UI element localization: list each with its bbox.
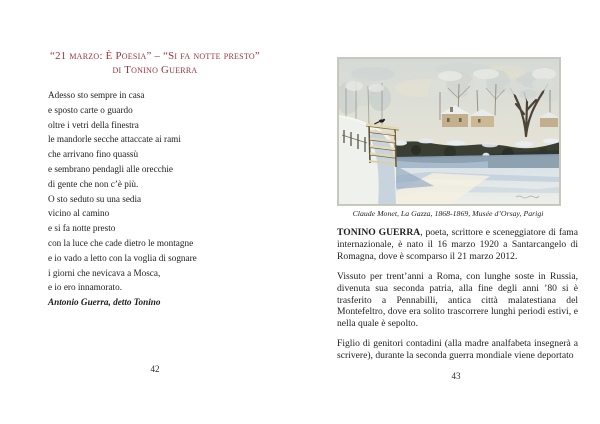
poem-text bbox=[48, 88, 278, 310]
page-number-42: 42 bbox=[150, 364, 160, 374]
poem-line: di gente che non c’è più. bbox=[48, 178, 139, 189]
poem-line: con la luce che cade dietro le montagne bbox=[48, 237, 194, 248]
poem-attribution: Antonio Guerra, detto Tonino bbox=[48, 297, 161, 308]
poem-line: O sto seduto su una sedia bbox=[48, 193, 142, 204]
poem-line: e sembrano pendagli alle orecchie bbox=[48, 163, 173, 174]
poem-line: e io ero innamorato. bbox=[48, 282, 122, 293]
magpie-painting-image bbox=[337, 57, 561, 206]
poem-line: e io vado a letto con la voglia di sognare bbox=[48, 252, 197, 263]
artwork-caption: Claude Monet, La Gazza, 1868-1869, Musée d’Orsay, Parigi bbox=[352, 209, 544, 218]
bio-paragraph-2: Vissuto per trent’anni a Roma, con lunghe soste in Russia, divenuta sua seconda patria, alla fine degli anni ’80 si è trasferito a Pennabilli, antica città malatestiana del Montefeltro, dove era solito trascorrere lunghi periodi estivi, e nella quale è sepolto. bbox=[337, 270, 578, 330]
poem-line: i giorni che nevicava a Mosca, bbox=[48, 267, 161, 278]
poem-line: Adesso sto sempre in casa bbox=[48, 90, 145, 100]
bio-name-bold: TONINO GUERRA bbox=[337, 227, 421, 238]
poem-line: che arrivano fino quassù bbox=[48, 149, 139, 160]
bio-paragraph-1 bbox=[337, 227, 578, 263]
bio-paragraph-3: Figlio di genitori contadini (alla madre analfabeta insegnerà a scrivere), durante la seconda guerra mondiale viene deportato bbox=[337, 338, 578, 362]
poem-line: oltre i vetri della finestra bbox=[48, 119, 139, 130]
biography-text bbox=[337, 227, 578, 370]
poem-line: e si fa notte presto bbox=[48, 223, 116, 234]
poem-title-line2: di Tonino Guerra bbox=[112, 63, 198, 76]
poem-title bbox=[28, 50, 282, 78]
bio-paragraph-1-text: , poeta, scrittore e sceneggiatore di fama internazionale, è nato il 16 marzo 1920 a Santarcangelo di Romagna, dove è scomparso il 21 marzo 2012. bbox=[337, 227, 579, 262]
poem-line: vicino al camino bbox=[48, 208, 110, 219]
poem-line: le mandorle secche attaccate ai rami bbox=[48, 134, 181, 145]
poem-title-line1: “21 marzo: È Poesia” – “Si fa notte presto” bbox=[50, 50, 260, 62]
page-number-43: 43 bbox=[451, 371, 461, 381]
poem-line: e sposto carte o guardo bbox=[48, 104, 133, 115]
